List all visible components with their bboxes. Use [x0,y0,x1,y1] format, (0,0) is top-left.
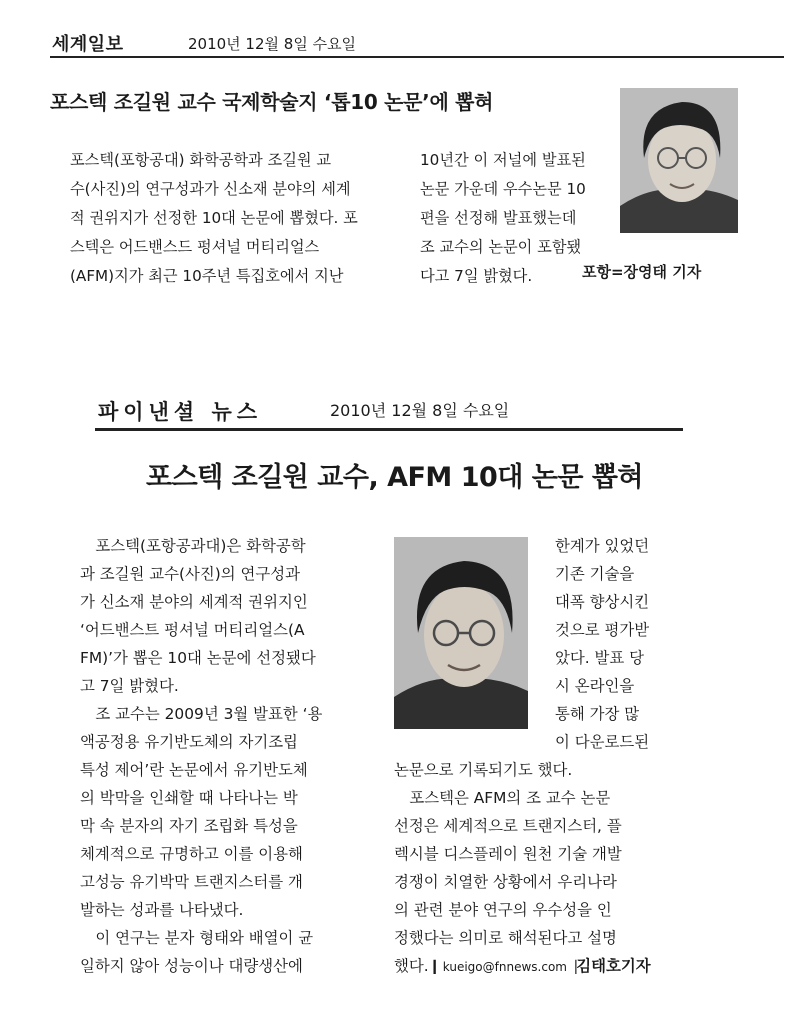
clip2-paragraph: 이 연구는 분자 형태와 배열이 균 일하지 않아 성능이나 대량생산에 [80,929,314,975]
clip1-date: 2010년 12월 8일 수요일 [188,35,357,53]
clip2-body-col1 [80,532,380,980]
clip1-byline: 포항=장영태 기자 [582,263,702,281]
clip2-body-col2-top [555,532,687,756]
clip1-body-col1: 포스텍(포항공대) 화학공학과 조길원 교 수(사진)의 연구성과가 신소재 분야의 세계 적 권위지가 선정한 10대 논문에 뽑혔다. 포 스텍은 어드밴스드 펑셔널 머티리얼스 (AFM)지가 최근 10주년 특집호에서 지난 [70,151,358,285]
clip2-body-col2-bottom [394,756,687,981]
clip2-email: ▎kueigo@fnnews.com▕ [433,960,577,974]
clip1-rule [50,56,784,58]
clip1-headline: 포스텍 조길원 교수 국제학술지 ‘톱10 논문’에 뽑혀 [50,90,494,114]
clip2-email-text: kueigo@fnnews.com [442,960,567,974]
clip1-portrait-photo [620,88,738,233]
clip2-paragraph: 논문으로 기록되기도 했다. [394,761,573,779]
clip2-date: 2010년 12월 8일 수요일 [330,401,510,420]
clip2-portrait-photo [394,537,528,729]
clip2-byline: 김태호기자 [576,957,651,975]
clip1-masthead: 세계일보 [52,34,124,55]
clip2-headline: 포스텍 조길원 교수, AFM 10대 논문 뽑혀 [145,462,643,493]
clip2-paragraph-text: 포스텍은 AFM의 조 교수 논문 선정은 세계적으로 트랜지스터, 플 렉시블 디스플레이 원천 기술 개발 경쟁이 치열한 상황에서 우리나라 의 관련 분야 연구의 우수성을 인 정했다는 의미로 해석된다고 설명 했다. [394,789,622,975]
clip2-paragraph: 포스텍(포항공과대)은 화학공학 과 조길원 교수(사진)의 연구성과 가 신소재 분야의 세계적 권위지인 ‘어드밴스트 펑셔널 머티리얼스(A FM)’가 뽑은 10대 논문에 선정됐다 고 7일 밝혔다. [80,537,316,695]
clip2-masthead: 파이낸셜 뉴스 [98,400,263,424]
clip1-body-col2: 10년간 이 저널에 발표된 논문 가운데 우수논문 10 편을 선정해 발표했는데 조 교수의 논문이 포함됐 다고 7일 밝혔다. [420,151,586,285]
clip2-rule [95,428,683,431]
clip2-paragraph [394,784,687,981]
clip2-paragraph: 한계가 있었던 기존 기술을 대폭 향상시킨 것으로 평가받 았다. 발표 당 시 온라인을 통해 가장 많 이 다운로드된 [555,537,650,751]
clip2-paragraph: 조 교수는 2009년 3월 발표한 ‘용 액공정용 유기반도체의 자기조립 특성 제어’란 논문에서 유기반도체 의 박막을 인쇄할 때 나타나는 박 막 속 분자의 자기 조립화 특성을 체계적으로 규명하고 이를 이용해 고성능 유기박막 트랜지스터를 개 발하는 성과를 나타냈다. [80,705,323,919]
